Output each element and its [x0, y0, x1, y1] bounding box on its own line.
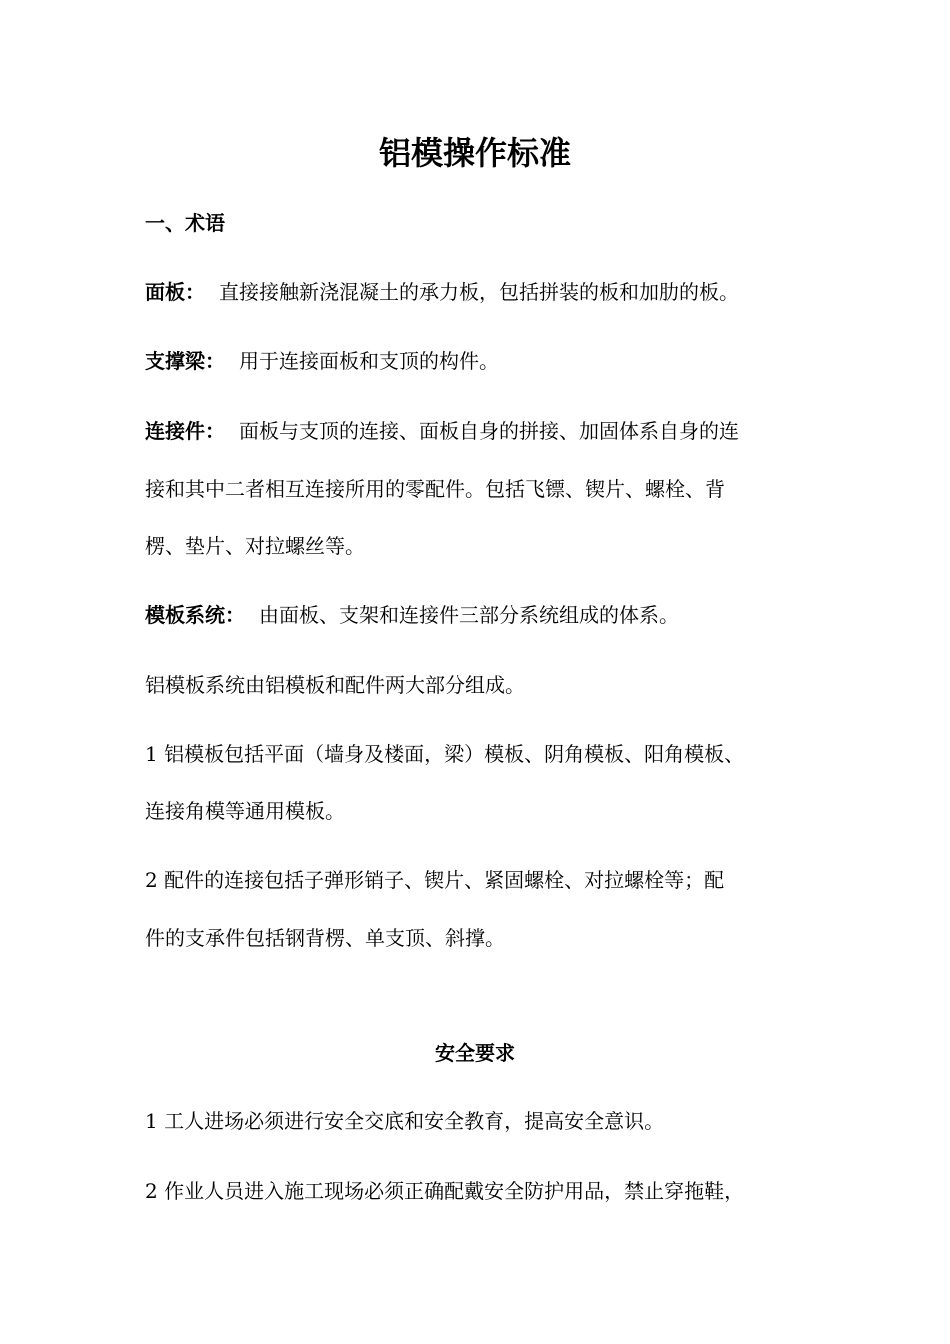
term-panel [145, 278, 739, 306]
document-title: 铝模操作标准 [378, 134, 571, 172]
term-label: 连接件： [145, 419, 225, 443]
term-definition: 由面板、支架和连接件三部分系统组成的体系。 [259, 603, 679, 627]
terms-heading: 一、术语 [145, 211, 225, 235]
term-definition: 用于连接面板和支顶的构件。 [239, 349, 499, 373]
term-label: 支撑梁： [145, 349, 225, 373]
system-intro: 铝模板系统由铝模板和配件两大部分组成。 [145, 673, 525, 697]
connector-continuation-line: 楞、垫片、对拉螺丝等。 [145, 534, 365, 558]
term-formwork-system [145, 601, 679, 629]
item1-line: 1 铝模板包括平面（墙身及楼面，梁）模板、阴角模板、阳角模板、 [145, 742, 745, 766]
item2-line: 件的支承件包括钢背楞、单支顶、斜撑。 [145, 926, 505, 950]
term-label: 面板： [145, 280, 205, 304]
item2-line: 2 配件的连接包括子弹形销子、锲片、紧固螺栓、对拉螺栓等；配 [145, 868, 725, 892]
safety-item: 2 作业人员进入施工现场必须正确配戴安全防护用品，禁止穿拖鞋， [145, 1179, 745, 1203]
safety-heading: 安全要求 [435, 1041, 515, 1065]
term-connector [145, 417, 739, 445]
term-label: 模板系统： [145, 603, 245, 627]
safety-item: 1 工人进场必须进行安全交底和安全教育，提高安全意识。 [145, 1109, 665, 1133]
item1-line: 连接角模等通用模板。 [145, 799, 345, 823]
term-definition: 直接接触新浇混凝土的承力板，包括拼装的板和加肋的板。 [219, 280, 739, 304]
term-support-beam [145, 347, 499, 375]
term-definition: 面板与支顶的连接、面板自身的拼接、加固体系自身的连 [239, 419, 739, 443]
connector-continuation-line: 接和其中二者相互连接所用的零配件。包括飞镖、锲片、螺栓、背 [145, 477, 725, 501]
